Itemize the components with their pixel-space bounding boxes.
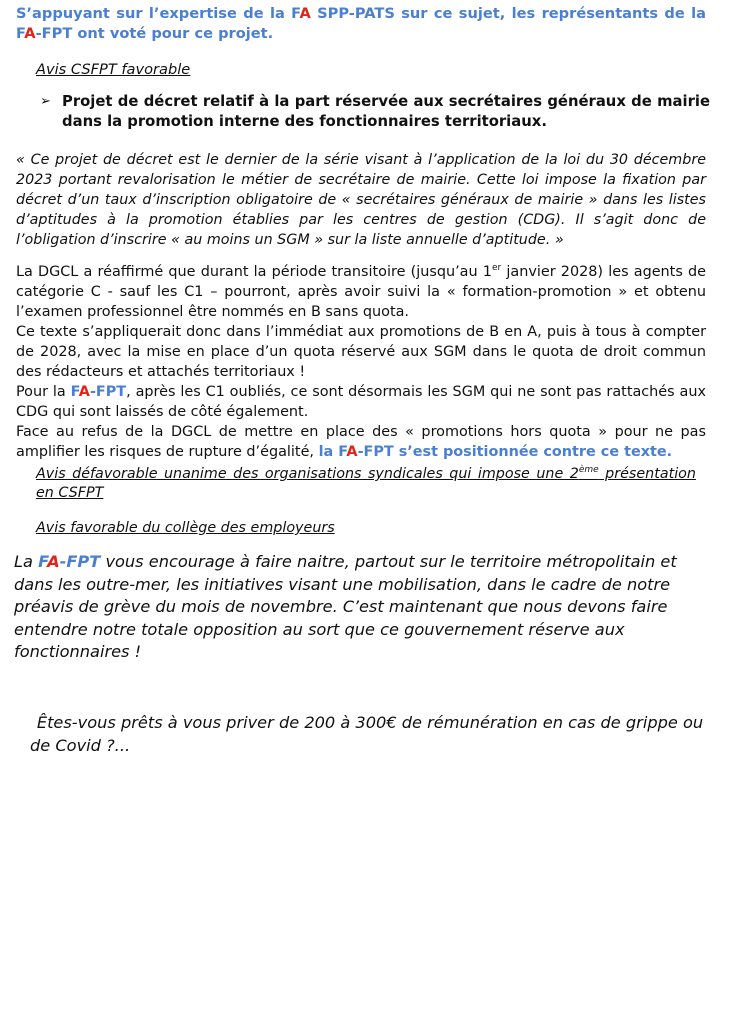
dgcl-paragraph-3 xyxy=(16,382,706,422)
dgcl-p4-positioned: -FPT s’est positionnée contre ce texte. xyxy=(357,444,673,460)
dgcl-p3-fa-f: F xyxy=(70,384,79,400)
dgcl-p3-fa-fpt: -FPT xyxy=(89,384,127,400)
dgcl-p4-la-f: la F xyxy=(318,444,347,460)
dgcl-p1-text: La DGCL a réaffirmé que durant la période transitoire (jusqu’au 1 xyxy=(16,264,492,280)
intro-text-3: -FPT ont voté pour ce projet. xyxy=(35,25,274,42)
bullet-text: Projet de décret relatif à la part réservée aux secrétaires généraux de mairie dans la promotion interne des fonctionnaires territoriaux. xyxy=(62,93,710,130)
dgcl-p1-text-2: janvier 2028) les agents de catégorie C - sauf les C1 – pourront, après avoir suivi la « formation-promotion » et obtenu l’examen professionnel être nommés en B sans quota. xyxy=(16,264,706,320)
dgcl-p1-sup: er xyxy=(491,263,502,274)
closing-lead: La xyxy=(14,552,39,571)
closing-question: Êtes-vous prêts à vous priver de 200 à 300€ de rémunération en cas de grippe ou de Covid ?... xyxy=(30,713,704,755)
intro-fa-a: A xyxy=(299,5,311,22)
arrow-bullet-icon: ➢ xyxy=(40,94,51,109)
dgcl-p3-text-2: , après les C1 oubliés, ce sont désormais les SGM qui ne sont pas rattachés aux CDG qui sont laissés de côté également. xyxy=(16,384,707,420)
dgcl-p4-text: Face au refus de la DGCL de mettre en place des « promotions hors quota » pour ne pas amplifier les risques de rupture d’égalité, xyxy=(16,424,706,460)
dgcl-p3-fa-a: A xyxy=(78,384,90,400)
avis-csfpt-favorable: Avis CSFPT favorable xyxy=(36,61,191,78)
closing-fa-a: A xyxy=(47,552,60,571)
closing-paragraph xyxy=(14,551,684,664)
avis-defav-text: Avis défavorable unanime des organisations syndicales qui impose une 2 xyxy=(36,466,579,482)
intro-text-1: S’appuyant sur l’expertise de la F xyxy=(16,5,300,22)
closing-fa-fpt: -FPT xyxy=(59,552,101,571)
avis-defav-text-2: présentation en CSFPT xyxy=(36,466,696,501)
avis-defav-sup: ème xyxy=(578,465,599,476)
dgcl-paragraph-1 xyxy=(16,262,706,322)
dgcl-p3-text: Pour la xyxy=(16,384,71,400)
bullet-item xyxy=(40,92,710,132)
dgcl-paragraph-4 xyxy=(16,422,706,462)
intro-paragraph xyxy=(16,4,706,44)
quote-paragraph: « Ce projet de décret est le dernier de la série visant à l’application de la loi du 30 décembre 2023 portant revalorisation le métier de secrétaire de mairie. Cette loi impose la fixation par décret d’un taux d’inscription obligatoire de « secrétaires généraux de mairie » dans les listes d’aptitudes à la promotion établies par les centres de gestion (CDG). Il s’agit donc de l’obligation d’inscrire « au moins un SGM » sur la liste annuelle d’aptitude. » xyxy=(16,152,706,248)
dgcl-paragraph-2: Ce texte s’appliquerait donc dans l’immédiat aux promotions de B en A, puis à tous à compter de 2028, avec la mise en place d’un quota réservé aux SGM dans le quota de droit commun des rédacteurs et attachés territoriaux ! xyxy=(16,324,706,380)
intro-fa-a-2: A xyxy=(24,25,36,42)
intro-text-2: SPP-PATS sur ce sujet, les représentants de la F xyxy=(16,5,706,42)
closing-text: vous encourage à faire naitre, partout sur le territoire métropolitain et dans les outre-mer, les initiatives visant une mobilisation, dans le cadre de notre préavis de grève du mois de novembre. C’est maintenant que nous devons faire entendre notre totale opposition au sort que ce gouvernement réserve aux fonctionnaires ! xyxy=(14,552,677,661)
dgcl-section xyxy=(16,262,706,462)
dgcl-p4-fa-a: A xyxy=(346,444,358,460)
avis-employeurs: Avis favorable du collège des employeurs xyxy=(36,520,335,536)
closing-fa-f: F xyxy=(38,552,48,571)
avis-defavorable xyxy=(36,465,696,503)
